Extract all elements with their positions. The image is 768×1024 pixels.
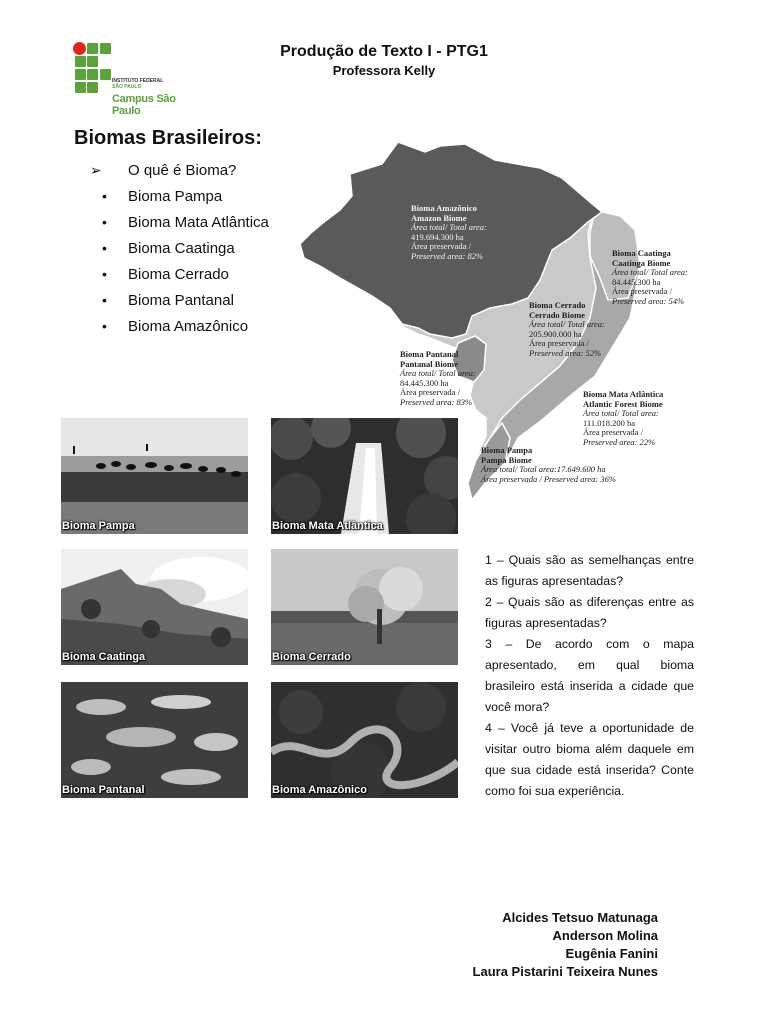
photo-cerrado [271,549,458,665]
map-label-pantanal: Bioma Pantanal Pantanal Biome Área total/ Total area: 84.445.300 ha Área preservada / Preserved area: 83% [400,349,476,407]
photo-mata-atlantica [271,418,458,534]
photo-caption: Bioma Mata Atlântica [272,520,383,532]
bullet-icon: • [102,292,107,308]
author-name: Anderson Molina [552,928,658,943]
questions-block [485,550,694,802]
map-label-atlantic-forest: Bioma Mata Atlântica Atlantic Forest Biome Área total/ Total area: 111.018.200 ha Área preservada / Preserved area: 22% [583,389,664,447]
logo-state-text: SÃO PAULO [112,84,142,90]
photo-amazonico [271,682,458,798]
map-label-pampa: Bioma Pampa Pampa Biome Área total/ Total area:17.649.600 ha Área preservada / Preserved area: 36% [481,445,616,484]
bullet-icon: • [102,214,107,230]
photo-pantanal [61,682,248,798]
map-label-cerrado: Bioma Cerrado Cerrado Biome Área total/ Total area: 205.900.000 ha Área preservada / Preserved area: 52% [529,300,605,358]
photo-caption: Bioma Pampa [62,520,135,532]
bullet-icon: • [102,266,107,282]
photo-caatinga [61,549,248,665]
photo-caption: Bioma Amazônico [272,784,367,796]
list-item: Bioma Cerrado [128,266,229,283]
bullet-icon: • [102,240,107,256]
logo-campus-text: Campus São Paulo [112,93,176,117]
arrow-bullet-icon: ➢ [90,162,102,178]
logo-institution-text: INSTITUTO FEDERAL [112,78,164,84]
list-item: Bioma Mata Atlântica [128,214,269,231]
document-title: Produção de Texto I - PTG1 [280,43,488,60]
bullet-icon: • [102,188,107,204]
list-item: Bioma Amazônico [128,318,249,335]
document-subtitle: Professora Kelly [332,63,436,78]
map-label-amazon: Bioma Amazônico Amazon Biome Área total/ Total area: 419.694.300 ha Área preservada / Preserved area: 82% [411,203,487,261]
author-name: Laura Pistarini Teixeira Nunes [472,964,658,979]
author-name: Alcides Tetsuo Matunaga [502,910,658,925]
photo-pampa [61,418,248,534]
question-3: 3 – De acordo com o mapa apresentado, em qual bioma brasileiro está inserida a cidade que você mora? [485,637,694,714]
photo-caption: Bioma Pantanal [62,784,145,796]
question-4: 4 – Você já teve a oportunidade de visitar outro bioma além daquele em que sua cidade está inserida? Conte como foi sua experiência. [485,721,694,798]
bullet-icon: • [102,318,107,334]
list-item: Bioma Pantanal [128,292,234,309]
section-heading: Biomas Brasileiros: [74,127,262,149]
list-item-question: O quê é Bioma? [128,162,237,179]
map-label-caatinga: Bioma Caatinga Caatinga Biome Área total/ Total area: 84.445.300 ha Área preservada / Preserved area: 54% [612,248,688,306]
author-name: Eugênia Fanini [565,946,658,961]
photo-caption: Bioma Cerrado [272,651,351,663]
question-2: 2 – Quais são as diferenças entre as figuras apresentadas? [485,595,694,630]
photo-caption: Bioma Caatinga [62,651,146,663]
list-item: Bioma Caatinga [128,240,235,257]
list-item: Bioma Pampa [128,188,223,205]
question-1: 1 – Quais são as semelhanças entre as figuras apresentadas? [485,553,694,588]
